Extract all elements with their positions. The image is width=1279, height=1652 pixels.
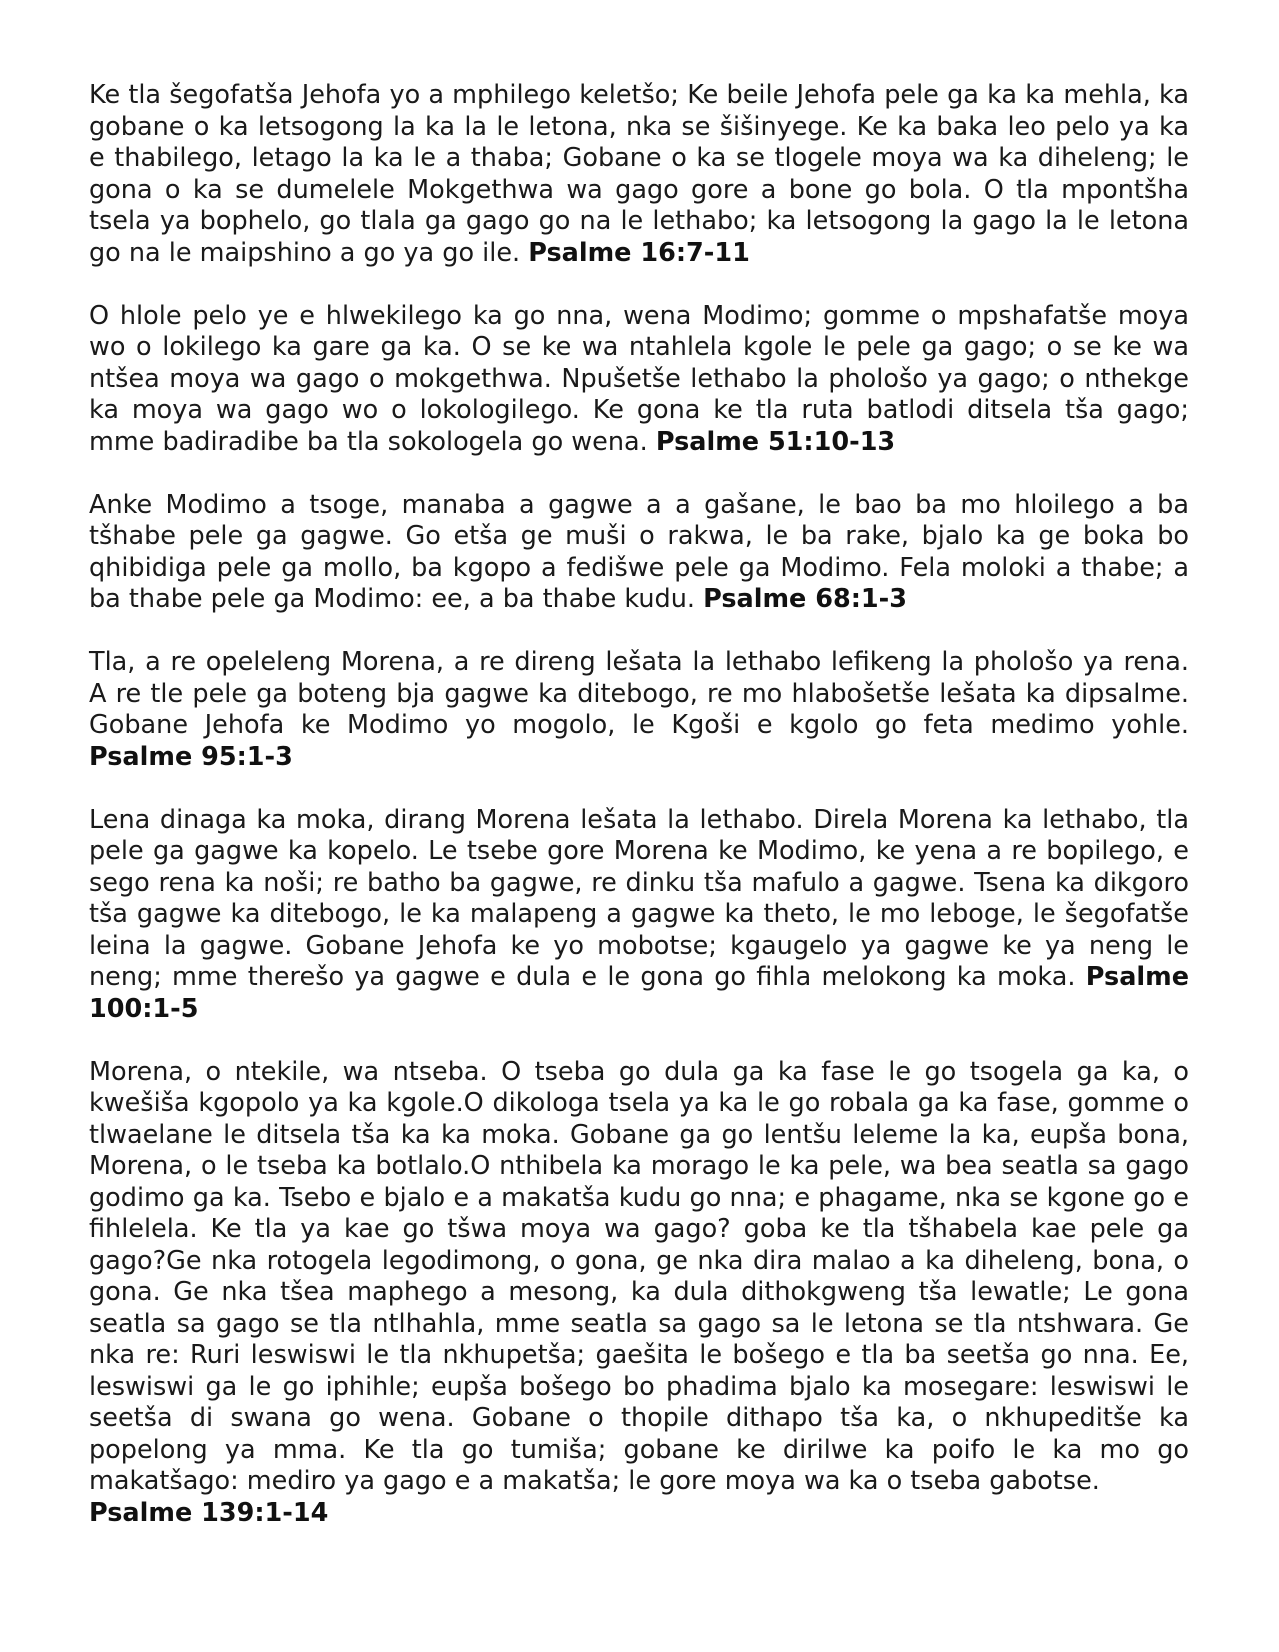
passage-psalm-100: [89, 805, 1189, 1026]
passage-text: Morena, o ntekile, wa ntseba. O tseba go dula ga ka fase le go tsogela ga ka, o kwešiša kgopolo ya ka kgole.O dikologa tsela ya ka le go robala ga ka fase, gomme o tlwaelane le ditsela tša ka ka moka. Gobane ga go lentšu leleme la ka, eupša bona, Morena, o le tseba ka botlalo.O nthibela ka morago le ka pele, wa bea seatla sa gago godimo ga ka. Tsebo e bjalo e a makatša kudu go nna; e phagame, nka se kgone go e fihlelela. Ke tla ya kae go tšwa moya wa gago? goba ke tla tšhabela kae pele ga gago?Ge nka rotogela legodimong, o gona, ge nka dira malao a ka diheleng, bona, o gona. Ge nka tšea maphego a mesong, ka dula dithokgweng tša lewatle; Le gona seatla sa gago se tla ntlhahla, mme seatla sa gago sa le letona se tla ntshwara. Ge nka re: Ruri leswiswi le tla nkhupetša; gaešita le bošego e tla ba seetša go nna. Ee, leswiswi ga le go iphihle; eupša bošego bo phadima bjalo ka mosegare: leswiswi le seetša di swana go wena. Gobane o thopile dithapo tša ka, o nkhupeditše ka popelong ya mma. Ke tla go tumiša; gobane ke dirilwe ka poifo le ka mo go makatšago: mediro ya gago e a makatša; le gore moya wa ka o tseba gabotse.: [89, 1056, 1189, 1496]
scripture-reference: Psalme 51:10-13: [655, 426, 896, 457]
passage-psalm-68: [89, 490, 1189, 616]
passage-text: Anke Modimo a tsoge, manaba a gagwe a a gašane, le bao ba mo hloilego a ba tšhabe pele ga gagwe. Go etša ge muši o rakwa, le ba rake, bjalo ka ge boka bo qhibidiga pele ga mollo, ba kgopo a fedišwe pele ga Modimo. Fela moloki a thabe; a ba thabe pele ga Modimo: ee, a ba thabe kudu.: [89, 489, 1189, 614]
passage-psalm-16: [89, 80, 1189, 269]
passage-psalm-95: [89, 647, 1189, 773]
scripture-reference: Psalme 68:1-3: [703, 584, 907, 614]
scripture-reference: Psalme 139:1-14: [89, 1497, 329, 1528]
passage-text: Lena dinaga ka moka, dirang Morena lešata la lethabo. Direla Morena ka lethabo, tla pele ga gagwe ka kopelo. Le tsebe gore Morena ke Modimo, ke yena a re bopilego, e sego rena ka noši; re batho ba gagwe, re dinku tša mafulo a gagwe. Tsena ka dikgoro tša gagwe ka ditebogo, le ka malapeng a gagwe ka theto, le mo leboge, le šegofatše leina la gagwe. Gobane Jehofa ke yo mobotse; kgaugelo ya gagwe ke ya neng le neng; mme therešo ya gagwe e dula e le gona go fihla melokong ka moka.: [89, 804, 1189, 992]
scripture-reference: Psalme 95:1-3: [89, 741, 293, 772]
scripture-reference: Psalme 100:1-5: [89, 962, 1190, 1024]
scripture-reference: Psalme 16:7-11: [528, 237, 750, 268]
document-page: [89, 80, 1189, 1561]
passage-psalm-139: [89, 1057, 1189, 1530]
passage-text: Tla, a re opeleleng Morena, a re direng lešata la lethabo lefikeng la phološo ya rena. A re tle pele ga boteng bja gagwe ka ditebogo, re mo hlabošetše lešata ka dipsalme. Gobane Jehofa ke Modimo yo mogolo, le Kgoši e kgolo go feta medimo yohle.: [89, 647, 1189, 740]
passage-psalm-51: [89, 301, 1189, 459]
passage-text: O hlole pelo ye e hlwekilego ka go nna, wena Modimo; gomme o mpshafatše moya wo o lokilego ka gare ga ka. O se ke wa ntahlela kgole le pele ga gago; o se ke wa ntšea moya wa gago o mokgethwa. Npušetše lethabo la phološo ya gago; o nthekge ka moya wa gago wo o lokologilego. Ke gona ke tla ruta batlodi ditsela tša gago; mme badiradibe ba tla sokologela go wena.: [89, 300, 1189, 457]
passage-text: Ke tla šegofatša Jehofa yo a mphilego keletšo; Ke beile Jehofa pele ga ka ka mehla, ka gobane o ka letsogong la ka la le letona, nka se šišinyege. Ke ka baka leo pelo ya ka e thabilego, letago la ka le a thaba; Gobane o ka se tlogele moya wa ka diheleng; le gona o ka se dumelele Mokgethwa wa gago gore a bone go bola. O tla mpontšha tsela ya bophelo, go tlala ga gago go na le lethabo; ka letsogong la gago la le letona go na le maipshino a go ya go ile.: [89, 80, 1189, 268]
